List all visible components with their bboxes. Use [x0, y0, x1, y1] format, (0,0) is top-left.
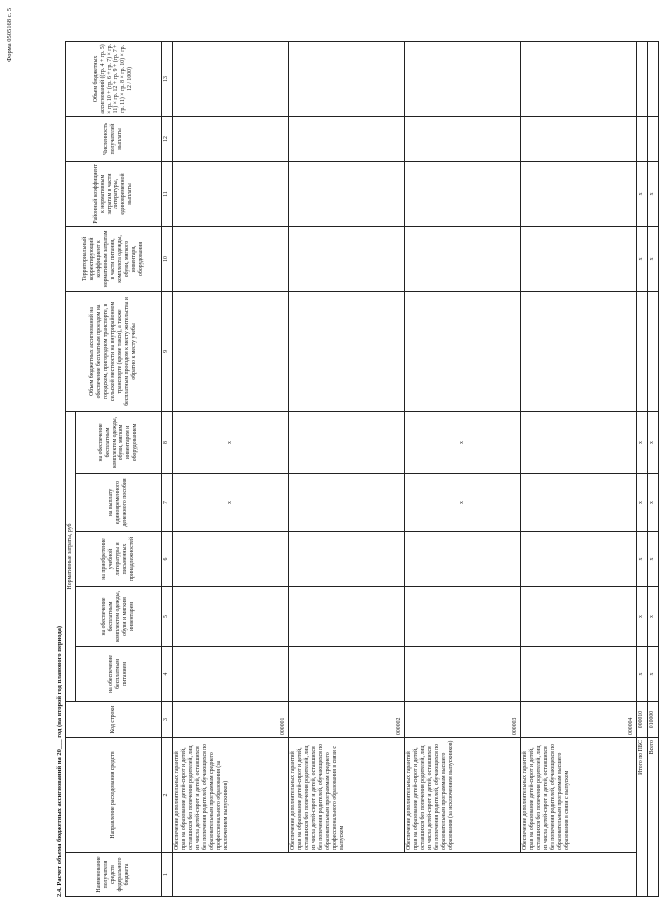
- total-value-cell[interactable]: [647, 41, 658, 116]
- value-cell[interactable]: [172, 647, 288, 702]
- column-number: 4: [161, 647, 172, 702]
- value-cell[interactable]: [404, 647, 520, 702]
- value-cell[interactable]: [520, 647, 636, 702]
- value-cell[interactable]: [288, 291, 404, 411]
- column-number: 10: [161, 226, 172, 291]
- value-cell[interactable]: [172, 532, 288, 587]
- column-number: 12: [161, 116, 172, 161]
- form-code: Форма 0505168 с. 5: [6, 8, 13, 62]
- grand-total-code: 010000: [647, 702, 658, 738]
- total-value-cell[interactable]: х: [636, 647, 647, 702]
- table-row: [404, 41, 520, 896]
- column-number: 11: [161, 161, 172, 226]
- total-value-cell[interactable]: [636, 41, 647, 116]
- direction-cell: Обеспечение дополнительных гарантий прав на образование детей-сирот и детей, оставшихся без попечения родителей, лиц из числа детей-сирот и детей, оставшихся без попечения родителей, обучающихся по образовательным программам высшего образования (за исключением выпускников): [404, 738, 520, 853]
- column-number: 2: [161, 738, 172, 853]
- total-value-cell[interactable]: х: [647, 411, 658, 473]
- column-number: 7: [161, 474, 172, 532]
- total-value-cell[interactable]: [647, 116, 658, 161]
- header-clothing-set: на обеспечение бесплатным комплектом одежды, обуви и мягким инвентарем: [75, 587, 161, 647]
- value-cell[interactable]: [288, 411, 404, 473]
- header-clothing-equipment: на обеспечение бесплатным комплектом одежды, обуви, мягким инвентарем и оборудованием: [75, 411, 161, 473]
- header-direction: Направление расходования средств: [66, 738, 162, 853]
- header-district-coefficient: Районный коэффициент к нормативным затратам в части литературы, единовременной выплаты: [66, 161, 162, 226]
- total-value-cell[interactable]: х: [636, 587, 647, 647]
- value-cell[interactable]: [288, 226, 404, 291]
- header-recipient: Наименование получателя средств федерального бюджета: [66, 853, 162, 897]
- column-number: 9: [161, 291, 172, 411]
- value-cell[interactable]: [172, 291, 288, 411]
- total-row: [636, 41, 647, 896]
- total-value-cell[interactable]: [647, 291, 658, 411]
- value-cell[interactable]: [404, 587, 520, 647]
- total-value-cell[interactable]: х: [647, 587, 658, 647]
- total-value-cell[interactable]: х: [647, 226, 658, 291]
- column-number: 13: [161, 41, 172, 116]
- value-cell[interactable]: х: [404, 474, 520, 532]
- recipient-cell[interactable]: [172, 853, 636, 897]
- value-cell[interactable]: [172, 116, 288, 161]
- section-title: 2.4. Расчет объема бюджетных ассигнований на 20___ год (на второй год планового периода): [56, 625, 63, 897]
- value-cell[interactable]: [520, 116, 636, 161]
- value-cell[interactable]: [404, 161, 520, 226]
- value-cell[interactable]: х: [404, 411, 520, 473]
- direction-cell: Обеспечение дополнительных гарантий прав на образование детей-сирот и детей, оставшихся без попечения родителей, лиц из числа детей-сирот и детей, оставшихся без попечения родителей, обучающихся по образовательным программам высшего образования в связи с выпуском: [520, 738, 636, 853]
- row-code-cell: 000002: [288, 702, 404, 738]
- value-cell[interactable]: х: [172, 474, 288, 532]
- table-row: [520, 41, 636, 896]
- value-cell[interactable]: [172, 226, 288, 291]
- total-code: 000010: [636, 702, 647, 738]
- column-number: 1: [161, 853, 172, 897]
- direction-cell: Обеспечение дополнительных гарантий прав на образование детей-сирот и детей, оставшихся без попечения родителей, лиц из числа детей-сирот и детей, оставшихся без попечения родителей, обучающихся по образовательным программам среднего профессионального образования в связи с выпуском: [288, 738, 404, 853]
- grand-total-label: Всего: [647, 738, 658, 897]
- value-cell[interactable]: [288, 532, 404, 587]
- value-cell[interactable]: [520, 41, 636, 116]
- value-cell[interactable]: [520, 226, 636, 291]
- total-value-cell[interactable]: х: [647, 474, 658, 532]
- value-cell[interactable]: [288, 116, 404, 161]
- total-value-cell[interactable]: х: [647, 647, 658, 702]
- column-numbers-row: [161, 41, 172, 896]
- value-cell[interactable]: [172, 41, 288, 116]
- value-cell[interactable]: [404, 116, 520, 161]
- value-cell[interactable]: [288, 161, 404, 226]
- total-value-cell[interactable]: х: [636, 161, 647, 226]
- total-value-cell[interactable]: х: [636, 411, 647, 473]
- direction-cell: Обеспечение дополнительных гарантий прав на образование детей-сирот и детей, оставшихся без попечения родителей, лиц из числа детей-сирот и детей, оставшихся без попечения родителей, обучающихся по образовательным программам среднего профессионального образования (за исключением выпускников): [172, 738, 288, 853]
- header-lump-sum: на выплату единовременного денежного пособия: [75, 474, 161, 532]
- value-cell[interactable]: [288, 587, 404, 647]
- column-number: 6: [161, 532, 172, 587]
- value-cell[interactable]: [404, 41, 520, 116]
- value-cell[interactable]: [172, 587, 288, 647]
- total-value-cell[interactable]: х: [647, 161, 658, 226]
- total-label: Итого по ПБС: [636, 738, 647, 897]
- header-row-code: Код строки: [66, 702, 162, 738]
- table-row: [172, 41, 288, 896]
- value-cell[interactable]: [520, 587, 636, 647]
- row-code-cell: 000001: [172, 702, 288, 738]
- total-value-cell[interactable]: [636, 116, 647, 161]
- total-value-cell[interactable]: х: [636, 532, 647, 587]
- value-cell[interactable]: [520, 291, 636, 411]
- value-cell[interactable]: [520, 532, 636, 587]
- total-value-cell[interactable]: [636, 291, 647, 411]
- column-number: 8: [161, 411, 172, 473]
- value-cell[interactable]: [404, 532, 520, 587]
- header-travel-allocation: Объем бюджетных ассигнований на обеспечение бесплатным проездом на городском, пригородном транспорте, в сельской местности на внутрирайонном транспорте (кроме такси), а также бесплатным проездом к месту жительства и обратно к месту учебы: [66, 291, 162, 411]
- header-free-meals: на обеспечение бесплатным питанием: [75, 647, 161, 702]
- total-value-cell[interactable]: х: [647, 532, 658, 587]
- row-code-cell: 000004: [520, 702, 636, 738]
- value-cell[interactable]: [288, 474, 404, 532]
- value-cell[interactable]: [520, 161, 636, 226]
- value-cell[interactable]: [288, 41, 404, 116]
- header-recipients-count: Численность получателей выплаты: [66, 116, 162, 161]
- total-value-cell[interactable]: х: [636, 474, 647, 532]
- grand-total-row: [647, 41, 658, 896]
- budget-calculation-table: [65, 41, 659, 897]
- value-cell[interactable]: [404, 226, 520, 291]
- header-literature: на приобретение учебной литературы и письменных принадлежностей: [75, 532, 161, 587]
- value-cell[interactable]: [520, 474, 636, 532]
- header-budget-volume: Объем бюджетных ассигнований ((гр. 4 + гр. 5) × гр. 10 + (гр. 6 + гр. 7) × гр. 11) × гр. 12 + гр. 9 + (гр. 7 + гр. 11) × гр. 8 × гр. 10) × гр. 12 / 1000): [66, 41, 162, 116]
- column-number: 3: [161, 702, 172, 738]
- column-number: 5: [161, 587, 172, 647]
- table-row: [288, 41, 404, 896]
- header-normative-costs: Нормативные затраты, руб: [66, 411, 76, 701]
- total-value-cell[interactable]: х: [636, 226, 647, 291]
- value-cell[interactable]: х: [172, 411, 288, 473]
- value-cell[interactable]: [288, 647, 404, 702]
- value-cell[interactable]: [172, 161, 288, 226]
- value-cell[interactable]: [404, 291, 520, 411]
- value-cell[interactable]: [520, 411, 636, 473]
- header-territorial-coefficient: Территориальный корректирующий коэффициент к нормативным затратам в части питания, комплекта одежды, обуви, мягкого инвентаря, оборудования: [66, 226, 162, 291]
- row-code-cell: 000003: [404, 702, 520, 738]
